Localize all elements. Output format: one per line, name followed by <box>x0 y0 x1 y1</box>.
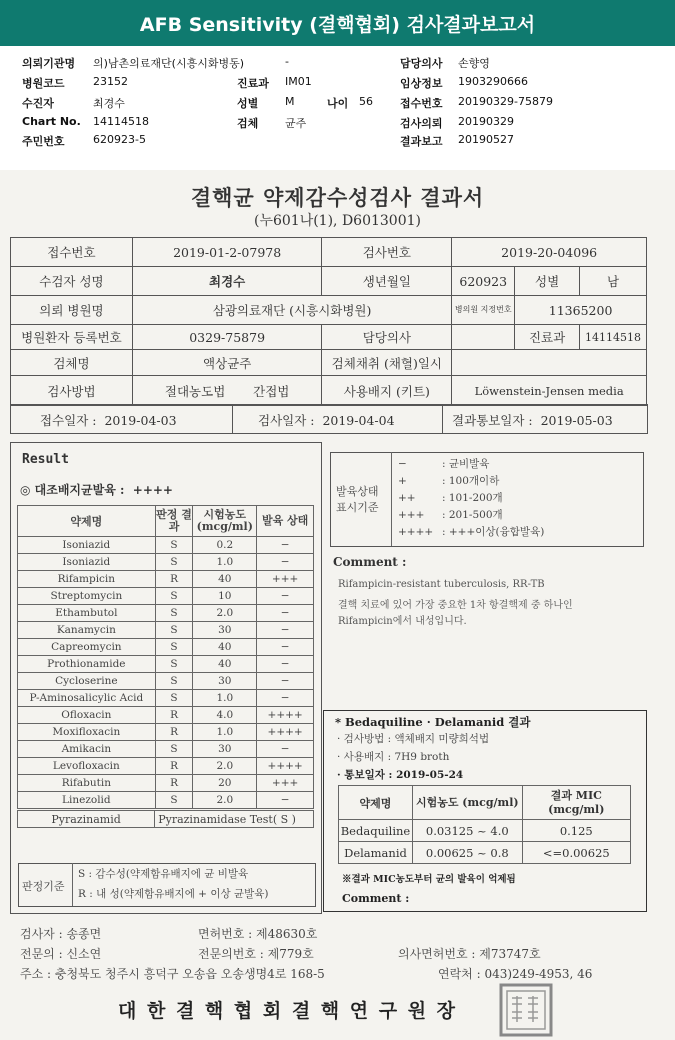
col-conc: 시험농도 (mcg/ml) <box>193 506 257 537</box>
info-label: 진료과 <box>237 77 269 90</box>
growth-status: ++++ <box>257 758 314 775</box>
test-concentration: 1.0 <box>193 724 257 741</box>
info-value: 최경수 <box>93 97 125 110</box>
growth-criteria-row <box>398 524 544 541</box>
test-concentration: 1.0 <box>193 554 257 571</box>
grid-value <box>132 376 322 406</box>
growth-meaning: : 균비발육 <box>442 458 490 470</box>
specialist: 전문의 : 신소연 <box>20 947 102 961</box>
judgement: R <box>155 571 193 588</box>
drug-name: Rifampicin <box>18 571 156 588</box>
growth-meaning: : 100개이하 <box>442 475 500 487</box>
info-value: 56 <box>359 95 373 108</box>
drug-name: Linezolid <box>18 792 156 809</box>
growth-status: − <box>257 639 314 656</box>
test-concentration: 10 <box>193 588 257 605</box>
method-1: 절대농도법 <box>164 383 226 399</box>
info-value: 20190329-75879 <box>458 95 553 108</box>
info-value: 620923-5 <box>93 133 146 146</box>
grid-value <box>452 350 647 376</box>
grid-label: 성별 <box>515 267 580 296</box>
mic-row <box>339 842 631 864</box>
info-label: 성별 <box>237 97 259 110</box>
growth-criteria-row <box>398 490 544 507</box>
drug-name: P-Aminosalicylic Acid <box>18 690 156 707</box>
drug-row <box>18 554 314 571</box>
divider <box>442 404 443 433</box>
drug-name: Cycloserine <box>18 673 156 690</box>
growth-symbol: +++ <box>398 509 425 521</box>
test-concentration: 0.2 <box>193 537 257 554</box>
recv-date-value: 2019-04-03 <box>104 413 177 428</box>
drug-name: Capreomycin <box>18 639 156 656</box>
drug-row <box>18 588 314 605</box>
mic-note: ※결과 MIC농도부터 균의 발육이 억제됨 <box>342 874 516 885</box>
grid-label: 진료과 <box>515 325 580 350</box>
grid-label: 사용배지 (키트) <box>322 376 452 406</box>
growth-status: − <box>257 792 314 809</box>
divider <box>391 452 392 546</box>
info-value: 23152 <box>93 75 128 88</box>
bdq-comment: Comment : <box>342 892 410 905</box>
info-label: 접수번호 <box>400 97 443 110</box>
test-concentration: 2.0 <box>193 758 257 775</box>
drug-row <box>18 758 314 775</box>
divider <box>72 863 73 906</box>
contact: 연락처 : 043)249-4953, 46 <box>438 967 593 981</box>
growth-status: − <box>257 588 314 605</box>
growth-status: − <box>257 537 314 554</box>
judgement: R <box>155 758 193 775</box>
test-date-value: 2019-04-04 <box>322 413 395 428</box>
judgement: S <box>155 741 193 758</box>
info-value: 손향영 <box>458 57 490 70</box>
tester: 검사자 : 송종면 <box>20 927 102 941</box>
mic-row <box>339 820 631 842</box>
drug-name: Rifabutin <box>18 775 156 792</box>
grid-label: 검사번호 <box>322 238 452 267</box>
comment-line: Rifampicin에서 내성입니다. <box>338 616 467 627</box>
grid-value: 620923 <box>452 267 515 296</box>
drug-row <box>18 707 314 724</box>
growth-status: − <box>257 656 314 673</box>
col-drug: 약제명 <box>18 506 156 537</box>
info-value: 1903290666 <box>458 75 528 88</box>
mic-col-drug: 약제명 <box>339 786 413 820</box>
growth-status: +++ <box>257 571 314 588</box>
info-value: 균주 <box>285 117 307 130</box>
document-title: 결핵균 약제감수성검사 결과서 <box>190 185 485 210</box>
drug-row <box>18 605 314 622</box>
issuing-organization: 대 한 결 핵 협 회 결 핵 연 구 원 장 <box>118 1000 458 1022</box>
drug-name: Streptomycin <box>18 588 156 605</box>
grid-label: 검체채취 (채혈)일시 <box>322 350 452 376</box>
test-concentration: 1.0 <box>193 690 257 707</box>
growth-criteria-row <box>398 473 544 490</box>
drug-row <box>18 673 314 690</box>
drug-row <box>18 775 314 792</box>
specialist-no: 전문의번호 : 제779호 <box>198 947 314 961</box>
drug-name: Moxifloxacin <box>18 724 156 741</box>
growth-symbol: − <box>398 458 407 470</box>
growth-criteria-list <box>398 456 544 541</box>
comment-line: 결핵 치료에 있어 가장 중요한 1차 항결핵제 중 하나인 <box>338 600 573 611</box>
judgement: R <box>155 707 193 724</box>
test-concentration: 40 <box>193 571 257 588</box>
bdq-heading: * Bedaquiline · Delamanid 결과 <box>335 715 531 729</box>
method-2: 간접법 <box>253 383 290 399</box>
criteria-s: S : 감수성(약제함유배지에 균 비발육 <box>78 868 249 880</box>
growth-meaning: : 101-200개 <box>442 492 503 504</box>
drug-table <box>17 505 314 809</box>
drug-name: Ethambutol <box>18 605 156 622</box>
grid-label: 병원환자 등록번호 <box>11 325 133 350</box>
grid-value: 액상균주 <box>132 350 322 376</box>
drug-name: Ofloxacin <box>18 707 156 724</box>
grid-value: 14114518 <box>580 325 647 350</box>
drug-name: Prothionamide <box>18 656 156 673</box>
growth-symbol: + <box>398 475 407 487</box>
grid-label: 검사방법 <box>11 376 133 406</box>
test-concentration: 30 <box>193 673 257 690</box>
official-seal <box>498 982 554 1038</box>
info-value: - <box>285 55 289 68</box>
grid-value: Löwenstein-Jensen media <box>452 376 647 406</box>
grid-value: 삼광의료재단 (시흥시화병원) <box>132 296 451 325</box>
info-value: 20190329 <box>458 115 514 128</box>
judgement: S <box>155 588 193 605</box>
grid-value: 0329-75879 <box>132 325 322 350</box>
grid-label: 병의원 지정번호 <box>452 296 515 325</box>
info-row <box>22 55 75 71</box>
drug-row <box>18 741 314 758</box>
grid-value: 11365200 <box>515 296 647 325</box>
notice-date-value: 2019-05-03 <box>540 413 613 428</box>
pza-value: Pyrazinamidase Test( S ) <box>155 811 314 828</box>
info-value: IM01 <box>285 75 312 88</box>
recv-date <box>40 411 177 429</box>
grid-value: 2019-20-04096 <box>452 238 647 267</box>
info-label: 나이 <box>327 97 349 110</box>
test-concentration: 30 <box>193 741 257 758</box>
result-heading: Result <box>22 452 69 467</box>
info-value: 14114518 <box>93 115 149 128</box>
growth-criteria-row <box>398 507 544 524</box>
drug-row <box>18 571 314 588</box>
growth-symbol: ++++ <box>398 526 434 538</box>
test-concentration: 2.0 <box>193 605 257 622</box>
divider <box>232 404 233 433</box>
growth-criteria-label: 발육상태 표시기준 <box>336 485 379 514</box>
bdq-method: · 검사방법 : 액체배지 미량희석법 <box>337 733 490 745</box>
comment-heading: Comment : <box>333 555 407 569</box>
drug-row <box>18 537 314 554</box>
info-label: 임상정보 <box>400 77 443 90</box>
judgement: S <box>155 537 193 554</box>
notice-date <box>452 411 613 429</box>
mic-drug: Delamanid <box>339 842 413 864</box>
mic-table <box>338 785 631 864</box>
judgement: S <box>155 622 193 639</box>
grid-label: 의뢰 병원명 <box>11 296 133 325</box>
judgement: R <box>155 724 193 741</box>
judgement: S <box>155 656 193 673</box>
info-label: Chart No. <box>22 115 81 128</box>
growth-status: ++++ <box>257 724 314 741</box>
address: 주소 : 충청북도 청주시 흥덕구 오송읍 오송생명4로 168-5 <box>20 967 325 981</box>
drug-row <box>18 792 314 809</box>
test-concentration: 40 <box>193 656 257 673</box>
growth-status: − <box>257 605 314 622</box>
drug-name: Levofloxacin <box>18 758 156 775</box>
growth-status: − <box>257 622 314 639</box>
bdq-medium: · 사용배지 : 7H9 broth <box>337 751 450 763</box>
col-growth: 발육 상태 <box>257 506 314 537</box>
test-concentration: 20 <box>193 775 257 792</box>
growth-status: ++++ <box>257 707 314 724</box>
test-concentration: 4.0 <box>193 707 257 724</box>
grid-value: 2019-01-2-07978 <box>132 238 322 267</box>
control-value: ++++ <box>132 483 173 497</box>
grid-value: 남 <box>580 267 647 296</box>
info-value: 의)남촌의료재단(시흥시화병동) <box>93 57 245 70</box>
info-label: 검체 <box>237 117 259 130</box>
pza-label: Pyrazinamid <box>18 811 155 828</box>
growth-status: − <box>257 690 314 707</box>
drug-row <box>18 724 314 741</box>
judgement: S <box>155 554 193 571</box>
growth-criteria-row <box>398 456 544 473</box>
drug-row <box>18 622 314 639</box>
growth-meaning: : +++이상(융합발육) <box>442 526 545 538</box>
grid-label: 담당의사 <box>322 325 452 350</box>
test-concentration: 2.0 <box>193 792 257 809</box>
doctor-license-no: 의사면허번호 : 제73747호 <box>398 947 541 961</box>
growth-status: − <box>257 554 314 571</box>
growth-symbol: ++ <box>398 492 416 504</box>
grid-value <box>452 325 515 350</box>
drug-row <box>18 639 314 656</box>
grid-label: 접수번호 <box>11 238 133 267</box>
info-label: 결과보고 <box>400 135 443 148</box>
test-date-label: 검사일자 : <box>258 413 315 428</box>
pza-row <box>17 810 314 828</box>
test-concentration: 30 <box>193 622 257 639</box>
criteria-r: R : 내 성(약제함유배지에 + 이상 균발육) <box>78 888 269 900</box>
info-label: 수진자 <box>22 97 54 110</box>
drug-row <box>18 656 314 673</box>
report-title-bar <box>0 0 675 46</box>
grid-label: 검체명 <box>11 350 133 376</box>
judgement: S <box>155 605 193 622</box>
col-judge: 판정 결과 <box>155 506 193 537</box>
test-date <box>258 411 395 429</box>
recv-date-label: 접수일자 : <box>40 413 97 428</box>
mic-concentration: 0.03125 ~ 4.0 <box>412 820 522 842</box>
info-label: 의뢰기관명 <box>22 57 76 70</box>
grid-value: 최경수 <box>132 267 322 296</box>
info-label: 주민번호 <box>22 135 65 148</box>
mic-col-conc: 시험농도 (mcg/ml) <box>412 786 522 820</box>
info-label: 담당의사 <box>400 57 443 70</box>
license-no: 면허번호 : 제48630호 <box>198 927 318 941</box>
mic-result: <=0.00625 <box>522 842 630 864</box>
mic-col-result: 결과 MIC (mcg/ml) <box>522 786 630 820</box>
info-value: M <box>285 95 295 108</box>
drug-name: Isoniazid <box>18 537 156 554</box>
grid-label: 수검자 성명 <box>11 267 133 296</box>
drug-row <box>18 690 314 707</box>
info-value: 20190527 <box>458 133 514 146</box>
drug-name: Isoniazid <box>18 554 156 571</box>
drug-name: Amikacin <box>18 741 156 758</box>
comment-line: Rifampicin-resistant tuberculosis, RR-TB <box>338 579 545 590</box>
mic-concentration: 0.00625 ~ 0.8 <box>412 842 522 864</box>
mic-result: 0.125 <box>522 820 630 842</box>
growth-status: +++ <box>257 775 314 792</box>
patient-grid <box>10 237 647 406</box>
test-concentration: 40 <box>193 639 257 656</box>
growth-status: − <box>257 673 314 690</box>
judgement: R <box>155 775 193 792</box>
judgement: S <box>155 690 193 707</box>
judgement: S <box>155 792 193 809</box>
bdq-notice-date: · 통보일자 : 2019-05-24 <box>337 769 464 781</box>
report-title: AFB Sensitivity (결핵협회) 검사결과보고서 <box>139 13 536 36</box>
info-label: 병원코드 <box>22 77 65 90</box>
control-growth <box>20 481 173 498</box>
control-label: ◎ 대조배지균발육 : <box>20 483 125 497</box>
info-label: 검사의뢰 <box>400 117 443 130</box>
notice-date-label: 결과통보일자 : <box>452 413 533 428</box>
criteria-label: 판정기준 <box>22 880 65 893</box>
growth-meaning: : 201-500개 <box>442 509 503 521</box>
mic-drug: Bedaquiline <box>339 820 413 842</box>
growth-status: − <box>257 741 314 758</box>
grid-label: 생년월일 <box>322 267 452 296</box>
judgement: S <box>155 673 193 690</box>
document-code: (누601나(1), D6013001) <box>253 213 421 229</box>
drug-name: Kanamycin <box>18 622 156 639</box>
judgement: S <box>155 639 193 656</box>
